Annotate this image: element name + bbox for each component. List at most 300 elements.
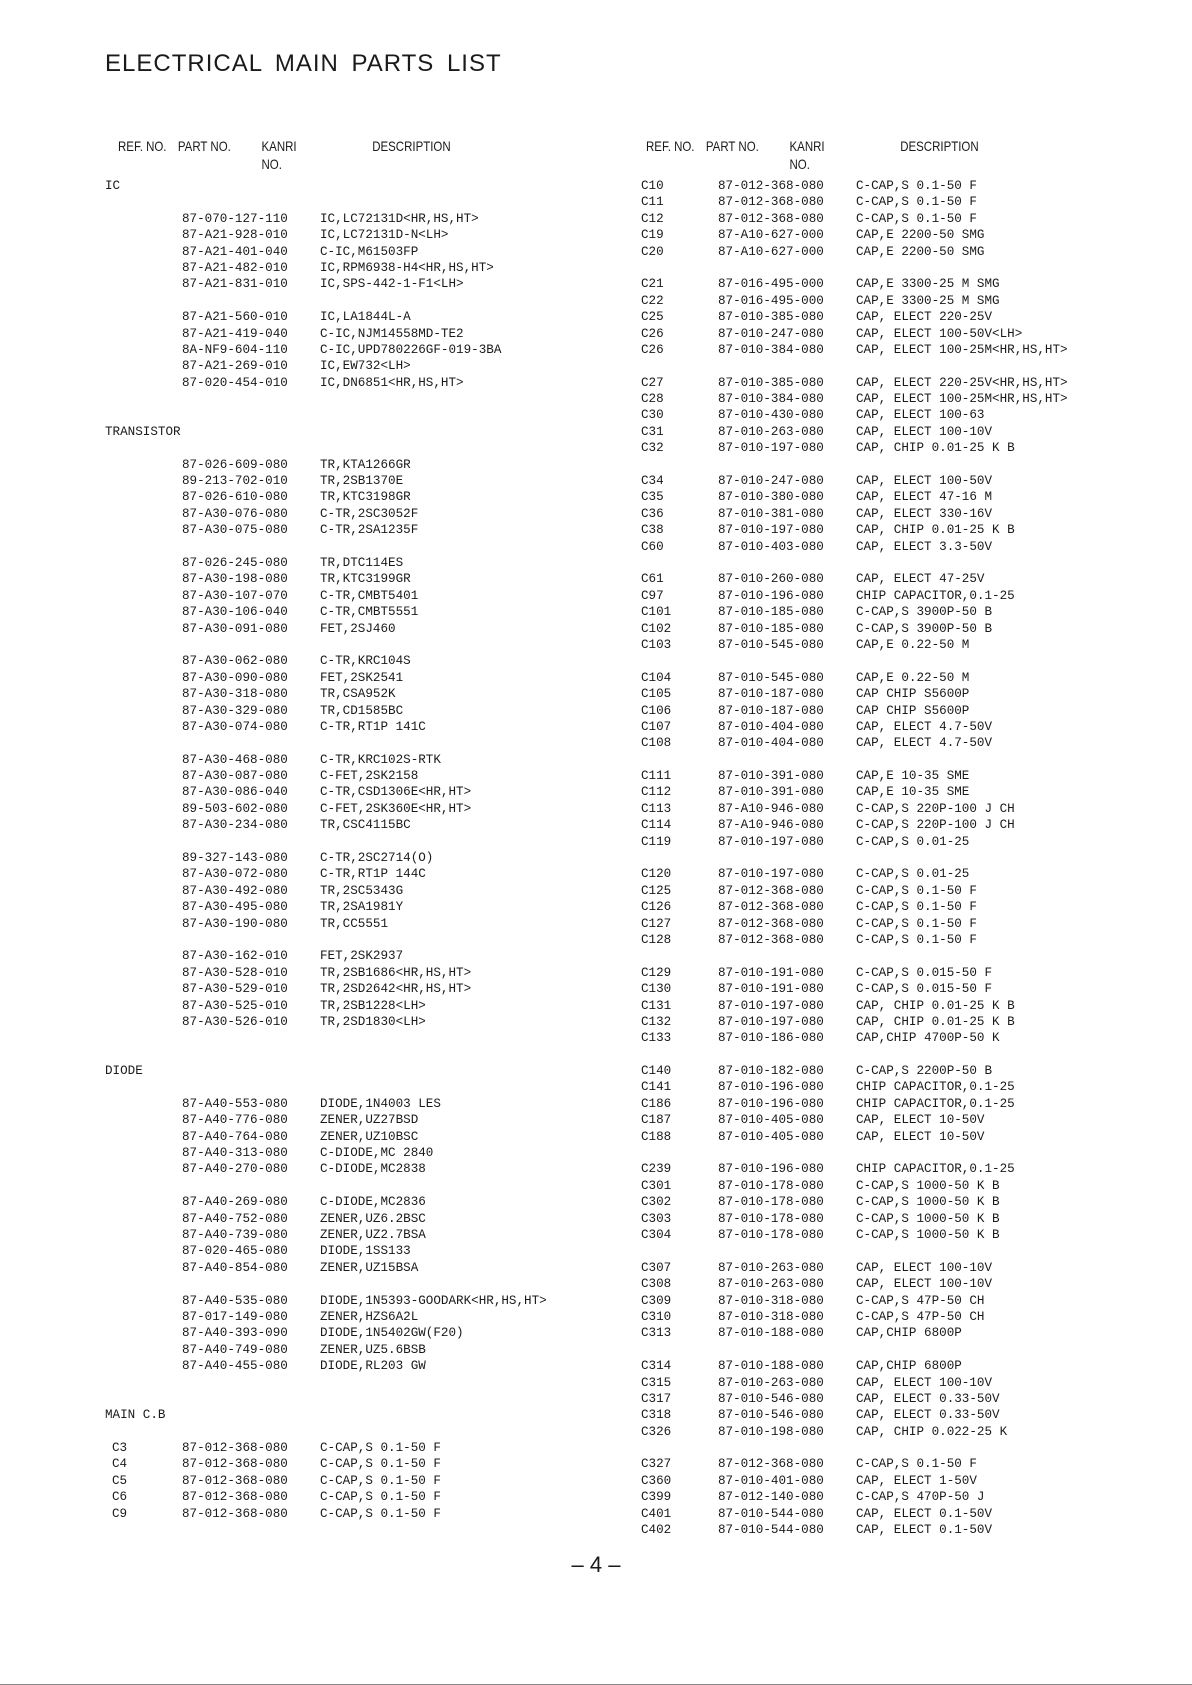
- description: C-CAP,S 0.1-50 F: [856, 211, 977, 226]
- part-no: 87-A30-076-080: [182, 506, 288, 521]
- description: IC,DN6851<HR,HS,HT>: [320, 375, 464, 390]
- description: C-DIODE,MC2838: [320, 1162, 426, 1177]
- description: TR,KTC3198GR: [320, 490, 411, 505]
- description: IC,LC72131D-N<LH>: [320, 228, 449, 243]
- description: CAP, CHIP 0.022-25 K: [856, 1424, 1008, 1439]
- ref-no: C132: [641, 1014, 672, 1029]
- ref-no: C127: [641, 916, 672, 931]
- part-no: 87-A30-074-080: [182, 719, 288, 734]
- part-no: 87-010-247-080: [718, 326, 824, 341]
- description: CAP, CHIP 0.01-25 K B: [856, 523, 1015, 538]
- ref-no: C120: [641, 867, 672, 882]
- description: ZENER,UZ6.2BSC: [320, 1211, 426, 1226]
- ref-no: C130: [641, 982, 672, 997]
- description: C-CAP,S 0.1-50 F: [856, 179, 977, 193]
- ref-no: C239: [641, 1162, 672, 1177]
- part-no: 87-A30-072-080: [182, 867, 288, 882]
- section-title: MAIN C.B: [105, 1408, 166, 1423]
- section-title: IC: [105, 179, 121, 193]
- ref-no: C107: [641, 719, 672, 734]
- description: CAP, ELECT 0.33-50V: [856, 1391, 1000, 1406]
- description: TR,KTA1266GR: [320, 457, 411, 472]
- description: IC,LC72131D<HR,HS,HT>: [320, 211, 479, 226]
- description: CAP, ELECT 0.33-50V: [856, 1408, 1000, 1423]
- description: C-CAP,S 0.1-50 F: [320, 1473, 441, 1488]
- description: CAP, ELECT 330-16V: [856, 506, 993, 521]
- part-no: 87-A40-269-080: [182, 1195, 288, 1210]
- part-no: 87-012-140-080: [718, 1490, 824, 1505]
- part-no: 87-A30-091-080: [182, 621, 288, 636]
- part-no: 87-010-185-080: [718, 621, 824, 636]
- ref-no: C3: [112, 1441, 128, 1456]
- ref-no: C4: [112, 1457, 128, 1472]
- description: CAP,E 0.22-50 M: [856, 637, 970, 652]
- part-no: 87-026-245-080: [182, 555, 288, 570]
- part-no: 87-A21-560-010: [182, 310, 288, 325]
- part-no: 87-010-247-080: [718, 474, 824, 489]
- description: CAP,E 10-35 SME: [856, 785, 970, 800]
- description: CAP, CHIP 0.01-25 K B: [856, 1014, 1015, 1029]
- description: C-CAP,S 1000-50 K B: [856, 1195, 1000, 1210]
- part-no: 87-012-368-080: [718, 195, 824, 210]
- part-no: 87-010-197-080: [718, 834, 824, 849]
- part-no: 87-A40-776-080: [182, 1113, 288, 1128]
- description: IC,SPS-442-1-F1<LH>: [320, 277, 464, 292]
- part-no: 89-213-702-010: [182, 474, 288, 489]
- description: C-FET,2SK360E<HR,HT>: [320, 801, 472, 816]
- description: CAP, ELECT 3.3-50V: [856, 539, 993, 554]
- part-no: 87-010-545-080: [718, 637, 824, 652]
- description: C-TR,2SA1235F: [320, 523, 419, 538]
- part-no: 87-012-368-080: [718, 900, 824, 915]
- description: C-CAP,S 3900P-50 B: [856, 621, 993, 636]
- part-no: 87-010-405-080: [718, 1113, 824, 1128]
- description: C-TR,CMBT5551: [320, 605, 419, 620]
- ref-no: C133: [641, 1031, 672, 1046]
- part-no: 87-A10-946-080: [718, 801, 824, 816]
- ref-no: C317: [641, 1391, 672, 1406]
- part-no: 87-A30-090-080: [182, 670, 288, 685]
- description: CAP, ELECT 0.1-50V: [856, 1506, 993, 1521]
- description: CAP, ELECT 10-50V: [856, 1113, 985, 1128]
- ref-no: C104: [641, 670, 672, 685]
- part-no: 87-A30-329-080: [182, 703, 288, 718]
- description: TR,CSA952K: [320, 687, 396, 702]
- description: TR,CSC4115BC: [320, 818, 411, 833]
- part-no: 87-A21-401-040: [182, 244, 288, 259]
- part-no: 87-A30-106-040: [182, 605, 288, 620]
- part-no: 87-012-368-080: [182, 1473, 288, 1488]
- part-no: 87-010-544-080: [718, 1506, 824, 1521]
- part-no: 87-026-609-080: [182, 457, 288, 472]
- part-no: 87-010-178-080: [718, 1195, 824, 1210]
- description: DIODE,1SS133: [320, 1244, 411, 1259]
- part-no: 87-010-197-080: [718, 523, 824, 538]
- description: C-TR,KRC102S-RTK: [320, 752, 441, 767]
- part-no: 87-010-182-080: [718, 1064, 824, 1079]
- description: CAP,E 2200-50 SMG: [856, 244, 985, 259]
- description: CAP, ELECT 100-25M<HR,HS,HT>: [856, 342, 1068, 357]
- part-no: 87-010-384-080: [718, 392, 824, 407]
- description: FET,2SK2541: [320, 670, 404, 685]
- part-no: 87-012-368-080: [718, 179, 824, 193]
- part-no: 87-010-380-080: [718, 490, 824, 505]
- description: TR,2SD1830<LH>: [320, 1014, 426, 1029]
- description: C-CAP,S 0.1-50 F: [320, 1441, 441, 1456]
- ref-no: C314: [641, 1359, 672, 1374]
- ref-no: C12: [641, 211, 664, 226]
- part-no: 87-A40-752-080: [182, 1211, 288, 1226]
- page-number: – 4 –: [571, 1552, 621, 1577]
- description: CHIP CAPACITOR,0.1-25: [856, 1096, 1015, 1111]
- description: C-CAP,S 0.1-50 F: [856, 883, 977, 898]
- part-no: 87-A40-739-080: [182, 1228, 288, 1242]
- description: C-CAP,S 2200P-50 B: [856, 1064, 993, 1079]
- section-title: TRANSISTOR: [105, 424, 181, 439]
- description: CAP, CHIP 0.01-25 K B: [856, 998, 1015, 1013]
- part-no: 87-010-197-080: [718, 1014, 824, 1029]
- description: C-TR,RT1P 141C: [320, 719, 426, 734]
- part-no: 87-A30-162-010: [182, 949, 288, 964]
- ref-no: C309: [641, 1293, 672, 1308]
- part-no: 87-010-191-080: [718, 965, 824, 980]
- part-no: 87-010-391-080: [718, 769, 824, 784]
- ref-no: C141: [641, 1080, 672, 1095]
- description: C-CAP,S 47P-50 CH: [856, 1309, 985, 1324]
- description: DIODE,RL203 GW: [320, 1359, 426, 1374]
- part-no: 87-010-263-080: [718, 424, 824, 439]
- description: C-CAP,S 47P-50 CH: [856, 1293, 985, 1308]
- ref-no: C108: [641, 736, 672, 751]
- part-no: 87-010-263-080: [718, 1260, 824, 1275]
- part-no: 87-A30-190-080: [182, 916, 288, 931]
- part-no: 87-010-196-080: [718, 1080, 824, 1095]
- part-no: 87-010-384-080: [718, 342, 824, 357]
- ref-no: C308: [641, 1277, 672, 1292]
- description: TR,DTC114ES: [320, 555, 404, 570]
- ref-no: C22: [641, 293, 664, 308]
- part-no: 87-A40-455-080: [182, 1359, 288, 1374]
- part-no: 87-012-368-080: [182, 1490, 288, 1505]
- ref-no: C401: [641, 1506, 672, 1521]
- ref-no: C126: [641, 900, 672, 915]
- ref-no: C6: [112, 1490, 128, 1505]
- description: DIODE,1N5402GW(F20): [320, 1326, 464, 1341]
- ref-no: C303: [641, 1211, 672, 1226]
- part-no: 87-010-546-080: [718, 1408, 824, 1423]
- part-no: 87-010-385-080: [718, 375, 824, 390]
- ref-no: C106: [641, 703, 672, 718]
- page-title: ELECTRICAL MAIN PARTS LIST: [105, 50, 502, 77]
- description: TR,2SB1686<HR,HS,HT>: [320, 965, 472, 980]
- part-no: 87-010-405-080: [718, 1129, 824, 1144]
- part-no: 87-A40-854-080: [182, 1260, 288, 1275]
- description: C-CAP,S 220P-100 J CH: [856, 818, 1015, 833]
- description: CAP, ELECT 220-25V: [856, 310, 993, 325]
- part-no: 87-A30-234-080: [182, 818, 288, 833]
- description: CAP, ELECT 47-25V: [856, 572, 985, 587]
- description: CAP CHIP S5600P: [856, 703, 970, 718]
- description: C-CAP,S 0.015-50 F: [856, 965, 993, 980]
- part-no: 87-010-318-080: [718, 1309, 824, 1324]
- part-no: 87-A21-482-010: [182, 260, 288, 275]
- kanri-header: KANRI: [261, 138, 297, 154]
- description: TR,2SD2642<HR,HS,HT>: [320, 982, 472, 997]
- ref-no: C315: [641, 1375, 672, 1390]
- description: IC,RPM6938-H4<HR,HS,HT>: [320, 260, 494, 275]
- ref-no-header: REF. NO.: [118, 138, 167, 154]
- part-no: 87-016-495-000: [718, 293, 824, 308]
- description: C-CAP,S 0.1-50 F: [856, 900, 977, 915]
- ref-no: C186: [641, 1096, 672, 1111]
- ref-no: C114: [641, 818, 672, 833]
- ref-no: C307: [641, 1260, 672, 1275]
- description: TR,2SC5343G: [320, 883, 404, 898]
- ref-no: C9: [112, 1506, 128, 1521]
- ref-no: C26: [641, 342, 664, 357]
- description: C-CAP,S 0.1-50 F: [320, 1506, 441, 1521]
- ref-no: C102: [641, 621, 672, 636]
- description: CAP, ELECT 4.7-50V: [856, 736, 993, 751]
- description: C-CAP,S 0.1-50 F: [320, 1457, 441, 1472]
- part-no: 87-A30-075-080: [182, 523, 288, 538]
- description: C-CAP,S 1000-50 K B: [856, 1211, 1000, 1226]
- description: ZENER,UZ2.7BSA: [320, 1228, 426, 1242]
- part-no: 89-503-602-080: [182, 801, 288, 816]
- part-no: 87-010-187-080: [718, 687, 824, 702]
- description: CAP, ELECT 100-10V: [856, 424, 993, 439]
- description: C-TR,RT1P 144C: [320, 867, 426, 882]
- part-no: 87-A30-087-080: [182, 769, 288, 784]
- description: C-IC,M61503FP: [320, 244, 419, 259]
- description: C-TR,2SC3052F: [320, 506, 419, 521]
- description: CAP,E 3300-25 M SMG: [856, 277, 1000, 292]
- description: ZENER,UZ27BSD: [320, 1113, 419, 1128]
- part-no: 87-010-197-080: [718, 867, 824, 882]
- description: CAP, ELECT 100-10V: [856, 1260, 993, 1275]
- ref-no: C36: [641, 506, 664, 521]
- description: CAP,CHIP 4700P-50 K: [856, 1031, 1000, 1046]
- description: TR,KTC3199GR: [320, 572, 411, 587]
- part-no: 87-A21-928-010: [182, 228, 288, 243]
- description: CAP, ELECT 1-50V: [856, 1473, 977, 1488]
- description: CAP,CHIP 6800P: [856, 1326, 962, 1341]
- ref-no: C103: [641, 637, 672, 652]
- ref-no: C301: [641, 1178, 672, 1193]
- ref-no-header: REF. NO.: [646, 138, 695, 154]
- part-no: 87-010-403-080: [718, 539, 824, 554]
- ref-no: C140: [641, 1064, 672, 1079]
- description: CAP,E 0.22-50 M: [856, 670, 970, 685]
- description: C-TR,2SC2714(O): [320, 851, 434, 866]
- ref-no: C187: [641, 1113, 672, 1128]
- part-no: 87-012-368-080: [182, 1506, 288, 1521]
- ref-no: C119: [641, 834, 672, 849]
- part-no: 87-010-545-080: [718, 670, 824, 685]
- part-no: 87-010-186-080: [718, 1031, 824, 1046]
- description: C-IC,NJM14558MD-TE2: [320, 326, 464, 341]
- description: CAP,E 10-35 SME: [856, 769, 970, 784]
- description: C-CAP,S 1000-50 K B: [856, 1178, 1000, 1193]
- part-no: 87-010-196-080: [718, 588, 824, 603]
- part-no: 87-A21-419-040: [182, 326, 288, 341]
- ref-no: C32: [641, 441, 664, 456]
- part-no-header: PART NO.: [705, 138, 759, 154]
- description: TR,2SA1981Y: [320, 900, 404, 915]
- ref-no: C10: [641, 179, 664, 193]
- description: CAP, ELECT 100-50V: [856, 474, 993, 489]
- part-no: 87-A30-492-080: [182, 883, 288, 898]
- part-no: 87-010-404-080: [718, 719, 824, 734]
- description: TR,2SB1370E: [320, 474, 404, 489]
- part-no: 87-A30-086-040: [182, 785, 288, 800]
- part-no: 87-010-178-080: [718, 1228, 824, 1242]
- ref-no: C318: [641, 1408, 672, 1423]
- description: C-CAP,S 0.1-50 F: [856, 195, 977, 210]
- part-no: 87-010-197-080: [718, 998, 824, 1013]
- part-no: 87-010-318-080: [718, 1293, 824, 1308]
- part-no: 87-010-197-080: [718, 441, 824, 456]
- part-no: 87-012-368-080: [718, 932, 824, 947]
- part-no: 87-010-260-080: [718, 572, 824, 587]
- description: C-IC,UPD780226GF-019-3BA: [320, 342, 502, 357]
- part-no: 87-A21-269-010: [182, 359, 288, 374]
- description: CAP, ELECT 4.7-50V: [856, 719, 993, 734]
- ref-no: C129: [641, 965, 672, 980]
- description: C-CAP,S 0.01-25: [856, 867, 970, 882]
- part-no: 87-A10-627-000: [718, 244, 824, 259]
- description: FET,2SK2937: [320, 949, 404, 964]
- ref-no: C399: [641, 1490, 672, 1505]
- part-no: 87-A30-529-010: [182, 982, 288, 997]
- part-no: 87-010-391-080: [718, 785, 824, 800]
- description: CAP CHIP S5600P: [856, 687, 970, 702]
- ref-no: C105: [641, 687, 672, 702]
- description: CAP, ELECT 0.1-50V: [856, 1523, 993, 1538]
- ref-no: C302: [641, 1195, 672, 1210]
- part-no: 87-010-385-080: [718, 310, 824, 325]
- ref-no: C101: [641, 605, 672, 620]
- description-header: DESCRIPTION: [900, 138, 979, 154]
- part-no: 87-A30-107-070: [182, 588, 288, 603]
- description: CAP, ELECT 100-63: [856, 408, 985, 423]
- section-title: DIODE: [105, 1064, 143, 1079]
- part-no: 87-010-188-080: [718, 1359, 824, 1374]
- description: C-FET,2SK2158: [320, 769, 419, 784]
- part-no: 87-A30-495-080: [182, 900, 288, 915]
- part-no: 87-A40-393-090: [182, 1326, 288, 1341]
- description: C-CAP,S 0.1-50 F: [856, 916, 977, 931]
- part-no: 87-010-191-080: [718, 982, 824, 997]
- part-no: 87-012-368-080: [718, 211, 824, 226]
- part-no: 87-020-454-010: [182, 375, 288, 390]
- description: C-DIODE,MC 2840: [320, 1146, 434, 1161]
- description: TR,CD1585BC: [320, 703, 404, 718]
- part-no-header: PART NO.: [177, 138, 231, 154]
- description: ZENER,UZ5.6BSB: [320, 1342, 426, 1357]
- part-no: 87-A30-525-010: [182, 998, 288, 1013]
- ref-no: C113: [641, 801, 672, 816]
- part-no: 87-A40-313-080: [182, 1146, 288, 1161]
- ref-no: C313: [641, 1326, 672, 1341]
- part-no: 87-012-368-080: [718, 883, 824, 898]
- part-no: 87-A40-535-080: [182, 1293, 288, 1308]
- ref-no: C304: [641, 1228, 672, 1242]
- description: C-CAP,S 220P-100 J CH: [856, 801, 1015, 816]
- ref-no: C61: [641, 572, 664, 587]
- ref-no: C11: [641, 195, 664, 210]
- description: C-CAP,S 0.01-25: [856, 834, 970, 849]
- part-no: 87-A30-468-080: [182, 752, 288, 767]
- part-no: 87-010-185-080: [718, 605, 824, 620]
- description: IC,LA1844L-A: [320, 310, 411, 325]
- ref-no: C26: [641, 326, 664, 341]
- part-no: 87-A21-831-010: [182, 277, 288, 292]
- description: CAP, CHIP 0.01-25 K B: [856, 441, 1015, 456]
- description: CAP,E 3300-25 M SMG: [856, 293, 1000, 308]
- part-no: 87-010-187-080: [718, 703, 824, 718]
- part-no: 87-012-368-080: [718, 916, 824, 931]
- ref-no: C35: [641, 490, 664, 505]
- ref-no: C360: [641, 1473, 672, 1488]
- part-no: 87-A10-946-080: [718, 818, 824, 833]
- description: ZENER,UZ10BSC: [320, 1129, 419, 1144]
- description: CAP, ELECT 47-16 M: [856, 490, 993, 505]
- ref-no: C38: [641, 523, 664, 538]
- part-no: 87-012-368-080: [718, 1457, 824, 1472]
- part-no: 87-A30-528-010: [182, 965, 288, 980]
- part-no: 87-010-430-080: [718, 408, 824, 423]
- part-no: 87-010-196-080: [718, 1096, 824, 1111]
- description: C-CAP,S 1000-50 K B: [856, 1228, 1000, 1242]
- part-no: 89-327-143-080: [182, 851, 288, 866]
- part-no: 87-A40-270-080: [182, 1162, 288, 1177]
- description: CAP, ELECT 100-10V: [856, 1277, 993, 1292]
- ref-no: C28: [641, 392, 664, 407]
- description: CAP, ELECT 100-10V: [856, 1375, 993, 1390]
- description: C-CAP,S 0.1-50 F: [856, 932, 977, 947]
- description: CAP, ELECT 100-50V<LH>: [856, 326, 1023, 341]
- kanri-header: KANRI: [789, 138, 825, 154]
- kanri-no-header: NO.: [789, 156, 810, 172]
- part-no: 87-016-495-000: [718, 277, 824, 292]
- description: CAP, ELECT 220-25V<HR,HS,HT>: [856, 375, 1068, 390]
- ref-no: C27: [641, 375, 664, 390]
- description: C-CAP,S 470P-50 J: [856, 1490, 985, 1505]
- part-no: 87-A40-764-080: [182, 1129, 288, 1144]
- ref-no: C30: [641, 408, 664, 423]
- description: DIODE,1N5393-GOODARK<HR,HS,HT>: [320, 1293, 547, 1308]
- part-no: 87-A30-198-080: [182, 572, 288, 587]
- description: C-TR,KRC104S: [320, 654, 411, 669]
- kanri-no-header: NO.: [261, 156, 282, 172]
- ref-no: C310: [641, 1309, 672, 1324]
- description: IC,EW732<LH>: [320, 359, 411, 374]
- ref-no: C111: [641, 769, 672, 784]
- description: CAP,E 2200-50 SMG: [856, 228, 985, 243]
- description: CHIP CAPACITOR,0.1-25: [856, 1080, 1015, 1095]
- part-no: 87-020-465-080: [182, 1244, 288, 1259]
- part-no: 87-010-404-080: [718, 736, 824, 751]
- description: CAP,CHIP 6800P: [856, 1359, 962, 1374]
- ref-no: C5: [112, 1473, 128, 1488]
- description: C-CAP,S 0.015-50 F: [856, 982, 993, 997]
- description: CAP, ELECT 10-50V: [856, 1129, 985, 1144]
- description: ZENER,HZS6A2L: [320, 1309, 419, 1324]
- description-header: DESCRIPTION: [372, 138, 451, 154]
- ref-no: C21: [641, 277, 664, 292]
- part-no: 87-A40-553-080: [182, 1096, 288, 1111]
